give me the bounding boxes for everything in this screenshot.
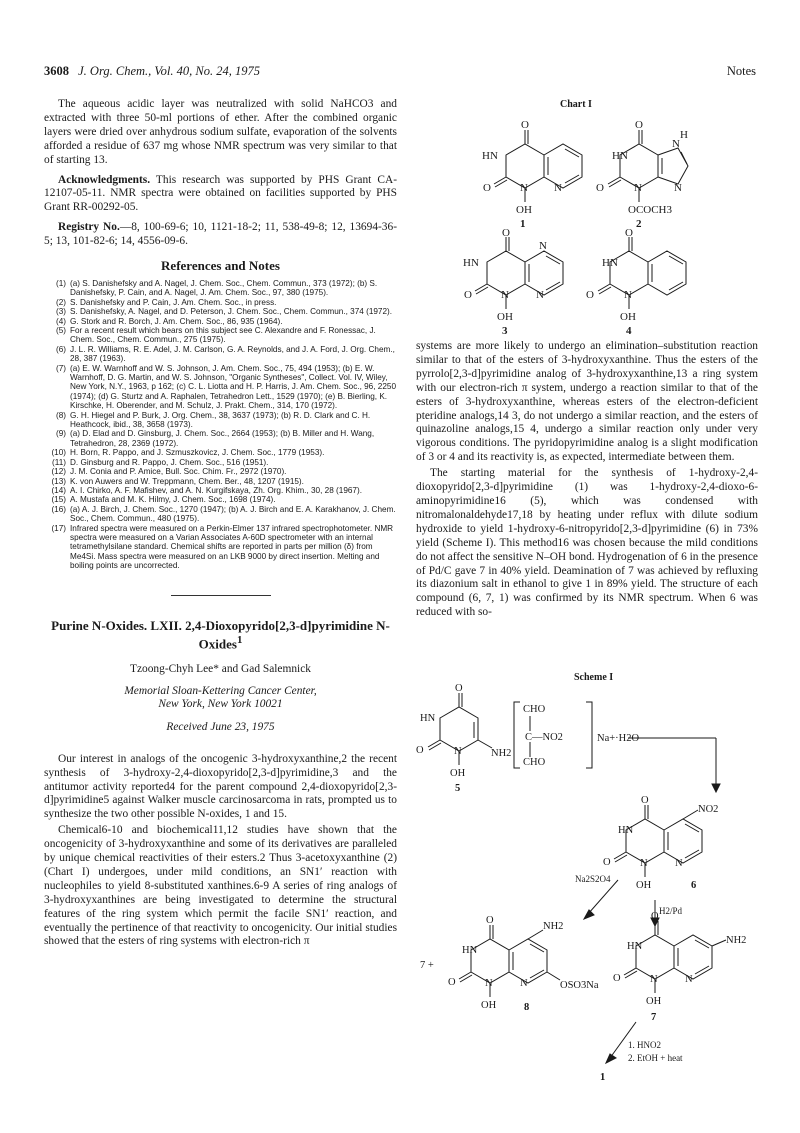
c2-H: H: [680, 129, 688, 141]
c1-O2: O: [483, 182, 491, 194]
c7-HN: HN: [627, 941, 643, 952]
c6-NO2: NO2: [698, 804, 719, 815]
c5-O2: O: [416, 745, 424, 756]
bracket-right: [586, 702, 592, 768]
right-paragraph-2: The starting material for the synthesis of 1-hydroxy-2,4-dioxopyrido[2,3-d]pyrimidine (1) was 1-hydroxy-2,4-dioxo-6-aminopyrimidine16 (5), which was condensed with nitromalonaldehyde17,18 by heating under reflux with dilute sodium hydroxide to yield 1-hydroxy-6-nitropyrido[2,3-d]pyrimidine (6) in 73% yield (Scheme I). This method16 was chosen because the mild conditions do not affect the sensitive N–OH bond. Hydrogenation of 6 in the presence of Pd/C gave 7 in 40% yield. Deamination of 7 was achieved by refluxing its diazonium salt in ethanol to give 1 in 89% yield. The structure of each compound (6, 7, 1) was confirmed by its NMR spectrum. When 6 was reduced with so-: [416, 467, 758, 619]
c4-OH: OH: [620, 311, 636, 323]
compound-label-1: 1: [520, 218, 526, 230]
step-1: 1. HNO2: [628, 1040, 661, 1050]
structure-8: [459, 925, 560, 997]
reference-text: (a) E. W. Warnhoff and W. S. Johnson, J. Am. Chem. Soc., 75, 494 (1953); (b) E. W. Warnhoff, D. G. Martin, and W. S. Johnson, "Organic Syntheses", Collect. Vol. IV, Wiley, New York, N.Y., 1963, p 162; (c) C. L. Liotta and H. P. Harris, J. Am. Chem. Soc., 96, 2250 (1974); (d) G. Sturtz and A. Raphalen, Tetrahedron Lett., 1529 (1970); (e) B. Bierling, K. Kirschke, H. Oberender, and M. Schulz, J. Prakt. Chem., 314, 170 (1972).: [70, 363, 396, 411]
reference-number: (9): [55, 429, 66, 439]
affiliation-line-1: Memorial Sloan-Kettering Cancer Center,: [124, 684, 317, 697]
reagent-h2pd: H2/Pd: [659, 906, 683, 916]
c4-O2: O: [586, 289, 594, 301]
compound-label-7: 7: [651, 1012, 657, 1023]
c3-N5: N: [539, 240, 547, 252]
c7-O: O: [651, 911, 659, 922]
reference-text: A. Mustafa and M. K. Hilmy, J. Chem. Soc., 1698 (1974).: [70, 495, 276, 505]
reference-text: For a recent result which bears on this subject see C. Alexandre and F. Ronessac, J. Chem. Soc., Chem. Commun., 275 (1975).: [70, 326, 376, 345]
c7-N: N: [650, 974, 658, 985]
reference-text: (a) S. Danishefsky and A. Nagel, J. Chem. Soc., Chem. Commun., 373 (1972); (b) S. Danishefsky, P. Cain, and A. Nagel, J. Am. Chem. Soc., 97, 380 (1975).: [70, 278, 378, 298]
c5-NH2: NH2: [491, 748, 512, 759]
compound-label-8: 8: [524, 1002, 530, 1013]
reference-number: (13): [51, 476, 66, 486]
c1-HN: HN: [482, 150, 498, 162]
compound-label-3: 3: [502, 325, 508, 337]
structure-7: [624, 921, 726, 993]
c-no2: C—NO2: [525, 732, 563, 743]
c6-HN: HN: [618, 825, 634, 836]
c3-N8: N: [536, 289, 544, 301]
bracket-left: [514, 702, 520, 768]
ack-label: Acknowledgments.: [58, 173, 151, 186]
reference-text: G. H. Hiegel and P. Burk, J. Org. Chem., 38, 3637 (1973); (b) R. D. Clark and C. H. Heathcock, ibid., 38, 3658 (1973).: [70, 410, 371, 430]
reagent-na2s2o4: Na2S2O4: [575, 874, 611, 884]
c7-OH: OH: [646, 996, 662, 1007]
c4-HN: HN: [602, 257, 618, 269]
authors: Tzoong-Chyh Lee* and Gad Salemnick: [130, 662, 311, 675]
c3-O2: O: [464, 289, 472, 301]
reference-number: (10): [51, 448, 66, 458]
c8-HN: HN: [462, 945, 478, 956]
c2-OCOCH3: OCOCH3: [628, 204, 673, 216]
reference-text: (a) D. Elad and D. Ginsburg, J. Chem. Soc., 2664 (1953); (b) B. Miller and H. Wang, Tetrahedron, 28, 2369 (1972).: [70, 429, 375, 448]
reference-text: K. von Auwers and W. Treppmann, Chem. Ber., 48, 1207 (1915).: [70, 476, 304, 486]
c1-N1: N: [520, 182, 528, 194]
reference-text: J. L. R. Williams, R. E. Adel, J. M. Carlson, G. A. Reynolds, and J. A. Ford, J. Org. Chem., 28, 387 (1963).: [70, 344, 395, 364]
body-paragraph-1: Our interest in analogs of the oncogenic 3-hydroxyxanthine,2 the recent synthesis of 3-hydroxy-2,4-dioxopyrido[2,3-d]pyrimidine,3 and the antitumor activity reported4 for the parent compound 2,4-dioxopyrido[2,3-d]pyrimidine5 against Walker muscle carcinosarcoma in rats, prompted us to synthesize the two other possible N-oxides, 1 and 15.: [44, 752, 397, 821]
reference-text: D. Ginsburg and R. Pappo, J. Chem. Soc., 516 (1951).: [70, 457, 269, 467]
c5-HN: HN: [420, 713, 436, 724]
reference-number: (17): [51, 523, 66, 533]
c1-O: O: [521, 119, 529, 131]
structure-6: [614, 805, 702, 877]
reference-number: (15): [51, 495, 66, 505]
c8-O: O: [486, 915, 494, 926]
reference-text: (a) A. J. Birch, J. Chem. Soc., 1270 (1947); (b) A. J. Birch and E. A. Karakhanov, J. Chem. Soc., Chem. Commun., 480 (1975).: [70, 504, 396, 524]
c4-O: O: [625, 227, 633, 239]
reference-text: H. Born, R. Pappo, and J. Szmuszkovicz, J. Chem. Soc., 1779 (1953).: [70, 448, 325, 458]
c5-O: O: [455, 683, 463, 694]
c3-N: N: [501, 289, 509, 301]
journal-citation: J. Org. Chem., Vol. 40, No. 24, 1975: [78, 64, 260, 78]
reference-number: (11): [52, 457, 66, 467]
reference-number: (4): [55, 316, 66, 326]
intro-paragraph: The aqueous acidic layer was neutralized with solid NaHCO3 and extracted with three 50-ml portions of ether. After the combined organic layers were dried over anhydrous sodium sulfate, evaporation of the solvents afforded a residue of 637 mg whose NMR spectrum was very similar to that of starting 13.: [44, 98, 397, 166]
c2-O: O: [635, 119, 643, 131]
scheme-title: Scheme I: [574, 672, 614, 683]
cho-bottom: CHO: [523, 757, 546, 768]
step-2: 2. EtOH + heat: [628, 1053, 683, 1063]
reference-text: S. Danishefsky and P. Cain, J. Am. Chem. Soc., in press.: [70, 297, 277, 307]
c8-OSO3Na: OSO3Na: [560, 980, 599, 991]
c5-OH: OH: [450, 768, 466, 779]
reference-number: (3): [55, 307, 66, 317]
reference-text: G. Stork and R. Borch, J. Am. Chem. Soc., 86, 935 (1964).: [70, 316, 283, 326]
reference-text: J. M. Conia and P. Amice, Bull. Soc. Chim. Fr., 2972 (1970).: [70, 467, 287, 477]
section-name: Notes: [726, 64, 756, 78]
compound-label-5: 5: [455, 783, 461, 794]
reference-number: (5): [55, 326, 66, 335]
c8-N8: N: [520, 978, 528, 989]
c2-N: N: [634, 182, 642, 194]
c3-HN: HN: [463, 257, 479, 269]
reference-number: (1): [55, 278, 66, 288]
article-title-footnote: 1: [236, 633, 243, 646]
c3-OH: OH: [497, 311, 513, 323]
c1-OH: OH: [516, 204, 532, 216]
c6-N: N: [640, 858, 648, 869]
c2-N9: N: [674, 182, 682, 194]
registry-label: Registry No.: [58, 221, 120, 234]
c2-N7: N: [672, 138, 680, 150]
c8-O2: O: [448, 977, 456, 988]
c4-N: N: [624, 289, 632, 301]
c8-OH: OH: [481, 1000, 497, 1011]
compound-label-1-product: 1: [600, 1072, 606, 1083]
page-number: 3608: [44, 64, 69, 78]
registry-text: —8, 100-69-6; 10, 1121-18-2; 11, 538-49-8; 12, 13694-36-5; 13, 101-82-6; 14, 4556-09-6.: [44, 221, 397, 248]
reference-number: (6): [55, 344, 66, 354]
compound-label-6: 6: [691, 880, 697, 891]
c6-N8: N: [675, 858, 683, 869]
plus-7: 7 +: [420, 960, 434, 971]
reference-number: (12): [51, 467, 66, 477]
body-paragraph-2: Chemical6-10 and biochemical11,12 studies have shown that the oncogenicity of 3-hydroxyxanthine and some of its derivatives are paralleled by unique chemical reactivities of their esters.2 Thus 3-acetoxyxanthine (2) (Chart I) undergoes, under mild conditions, an SN1′ reaction with nucleophiles to yield 8-substituted xanthines.6-9 A series of ring analogs of 3-hydroxyxanthines are being investigated to determine the structural features of the ring system which permit the facile SN1′ reaction, and eventually the pertinence of that reactivity to oncogenicity. Our initial studies showed that the esters of ring systems with electron-rich π: [44, 824, 397, 948]
ack-text: This research was supported by PHS Grant CA-12107-05-11. NMR spectra were obtained on facilities supported by PHS Grant RR-00292-05.: [44, 173, 397, 214]
right-paragraph-1: systems are more likely to undergo an elimination–substitution reaction similar to that of the esters of 3-hydroxyxanthine. Thus the esters of the pyrrolo[2,3-d]pyrimidine analog of 3-hydroxyxanthine,13 a ring system with our electron-rich π system, undergo a reaction similar to that of the esters of 3-hydroxyxanthine, whereas esters of the electron-deficient pteridine analogs,14 3, do not undergo a similar reaction, and the esters of quinazoline analogs,15 4, undergo a similar reaction only under very vigorous conditions. The pyridopyrimidine analog is a slight modification of 3 or 4 and its reactivity is, as expected, intermediate between them.: [416, 340, 758, 464]
cho-top: CHO: [523, 704, 546, 715]
compound-label-4: 4: [626, 325, 632, 337]
reference-number: (14): [51, 485, 66, 495]
compound-label-2: 2: [636, 218, 642, 230]
c1-N8: N: [554, 182, 562, 194]
c6-OH: OH: [636, 880, 652, 891]
c3-O: O: [502, 227, 510, 239]
reference-number: (16): [51, 504, 66, 514]
c8-N: N: [485, 978, 493, 989]
reference-text: Infrared spectra were measured on a Perkin-Elmer 137 infrared spectrophotometer. NMR spectra were measured on a Varian Associates A-60D spectrometer with an internal tetramethylsilane standard. Chemical shifts are reported in parts per million (δ) from Me4Si. Mass spectra were measured on an LKB 9000 by direct insertion. Melting and boiling points are uncorrected.: [70, 523, 394, 571]
reference-number: (7): [55, 363, 66, 373]
references-title: References and Notes: [161, 258, 280, 274]
c5-N: N: [454, 746, 462, 757]
received-date: Received June 23, 1975: [166, 720, 275, 733]
c6-O: O: [641, 795, 649, 806]
c2-HN: HN: [612, 150, 628, 162]
affiliation-line-2: New York, New York 10021: [158, 698, 283, 711]
reference-number: (2): [55, 297, 66, 307]
reference-text: S. Danishefsky, A. Nagel, and D. Peterson, J. Chem. Soc., Chem. Commun., 374 (1972).: [70, 307, 393, 317]
reference-number: (8): [55, 410, 66, 420]
article-title-text: Purine N-Oxides. LXII. 2,4-Dioxopyrido[2,3-d]pyrimidine N-Oxides: [51, 617, 390, 651]
reference-text: A. I. Chirko, A. F. Mafishev, and A. N. Kurgifskaya, Zh. Org. Khim., 30, 28 (1967).: [70, 485, 362, 495]
c7-O2: O: [613, 973, 621, 984]
c6-O2: O: [603, 857, 611, 868]
sodium-salt: Na+·H2O: [597, 733, 640, 744]
c7-N8: N: [685, 974, 693, 985]
c2-O2: O: [596, 182, 604, 194]
c8-NH2: NH2: [543, 921, 564, 932]
c7-NH2: NH2: [726, 935, 747, 946]
chart-title: Chart I: [560, 99, 592, 110]
